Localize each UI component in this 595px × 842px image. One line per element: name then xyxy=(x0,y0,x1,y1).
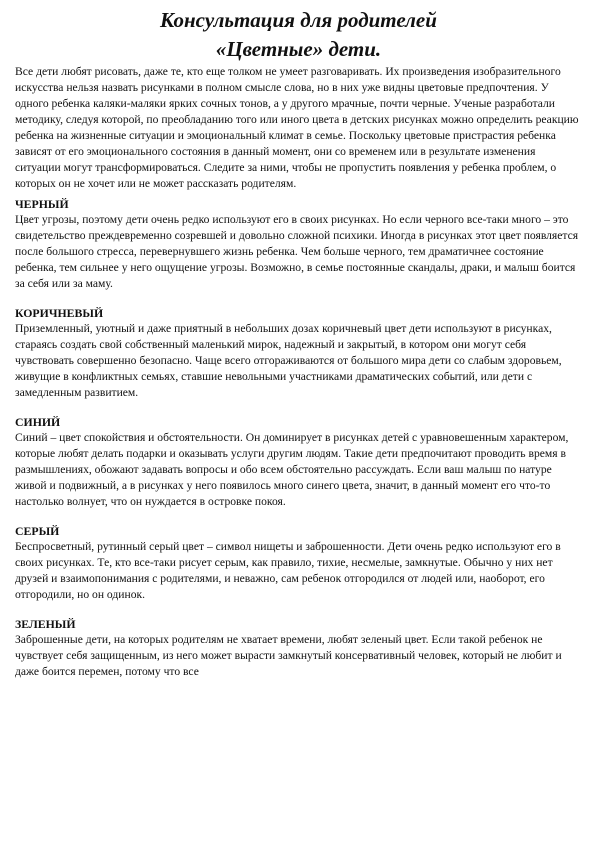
section-black xyxy=(15,196,582,292)
section-heading: ЗЕЛЕНЫЙ xyxy=(15,617,76,631)
section-blue xyxy=(15,414,582,510)
page-title xyxy=(15,6,582,64)
section-brown xyxy=(15,305,582,401)
section-heading: ЧЕРНЫЙ xyxy=(15,197,69,211)
intro-paragraph: Все дети любят рисовать, даже те, кто еще толком не умеет разговаривать. Их произведения изобразительного искусства нельзя назвать рисунками в полном смысле слова, но в них уже видны цветовые предпочтения. У одного ребенка каляки-маляки ярких сочных тонов, а у другого мрачные, почти черные. Ученые разработали методику, следуя которой, по преобладанию того или иного цвета в детских рисунках можно определить реакцию ребенка на жизненные ситуации и эмоциональный климат в семье. Поскольку цветовые пристрастия ребенка зависят от его эмоционального состояния в данный момент, они со временем или в результате изменения ситуации могут трансформироваться. Следите за ними, чтобы не пропустить появления у ребенка проблем, о которых он не хочет или не может рассказать родителям. xyxy=(15,65,579,190)
section-heading: СИНИЙ xyxy=(15,415,61,429)
section-text: Цвет угрозы, поэтому дети очень редко используют его в своих рисунках. Но если черного все-таки много – это свидетельство преждевременно созревшей и довольно сложной психики. Иногда в рисунках этот цвет появляется после большого стресса, перевернувшего жизнь ребенка. Чем больше черного, тем драматичнее состояние ребенка, тем сильнее у него ощущение угрозы. Возможно, в семье постоянные скандалы, драки, и малыш боится за себя или за маму. xyxy=(15,213,579,290)
section-heading: СЕРЫЙ xyxy=(15,524,60,538)
section-gray xyxy=(15,523,582,603)
section-text: Приземленный, уютный и даже приятный в небольших дозах коричневый цвет дети используют в рисунках, стараясь создать свой собственный маленький мирок, надежный и закрытый, в котором они могут себя чувствовать совершенно безопасно. Чаще всего отгораживаются от большого мира дети со слабым здоровьем, живущие в конфликтных семьях, ставшие невольными участниками драматических событий, или дети с замедленным развитием. xyxy=(15,322,562,399)
section-text: Синий – цвет спокойствия и обстоятельности. Он доминирует в рисунках детей с уравновешенным характером, которые любят делать подарки и оказывать услуги другим людям. Такие дети предпочитают проводить время в размышлениях, обожают задавать вопросы и обо всем обстоятельно рассуждать. Если ваш малыш по натуре живой и подвижный, а в рисунках у него появилось много синего цвета, значит, в данный момент его что-то настолько волнует, что он нуждается в островке покоя. xyxy=(15,431,569,508)
section-green xyxy=(15,616,582,680)
section-text: Беспросветный, рутинный серый цвет – символ нищеты и заброшенности. Дети очень редко используют его в своих рисунках. Те, кто все-таки рисует серым, как правило, тихие, несмелые, замкнутые. Обычно у них нет друзей и взаимопонимания с родителями, и неважно, сам ребенок отгородился от людей или, наоборот, его отгородили, но он одинок. xyxy=(15,540,561,601)
document-page xyxy=(15,6,582,680)
section-text: Заброшенные дети, на которых родителям не хватает времени, любят зеленый цвет. Если такой ребенок не чувствует себя защищенным, из него может вырасти замкнутый консервативный человек, который не любит и даже боится перемен, потому что все xyxy=(15,633,562,678)
title-line-2: «Цветные» дети. xyxy=(215,37,382,61)
title-line-1: Консультация для родителей xyxy=(160,8,437,32)
section-heading: КОРИЧНЕВЫЙ xyxy=(15,306,104,320)
